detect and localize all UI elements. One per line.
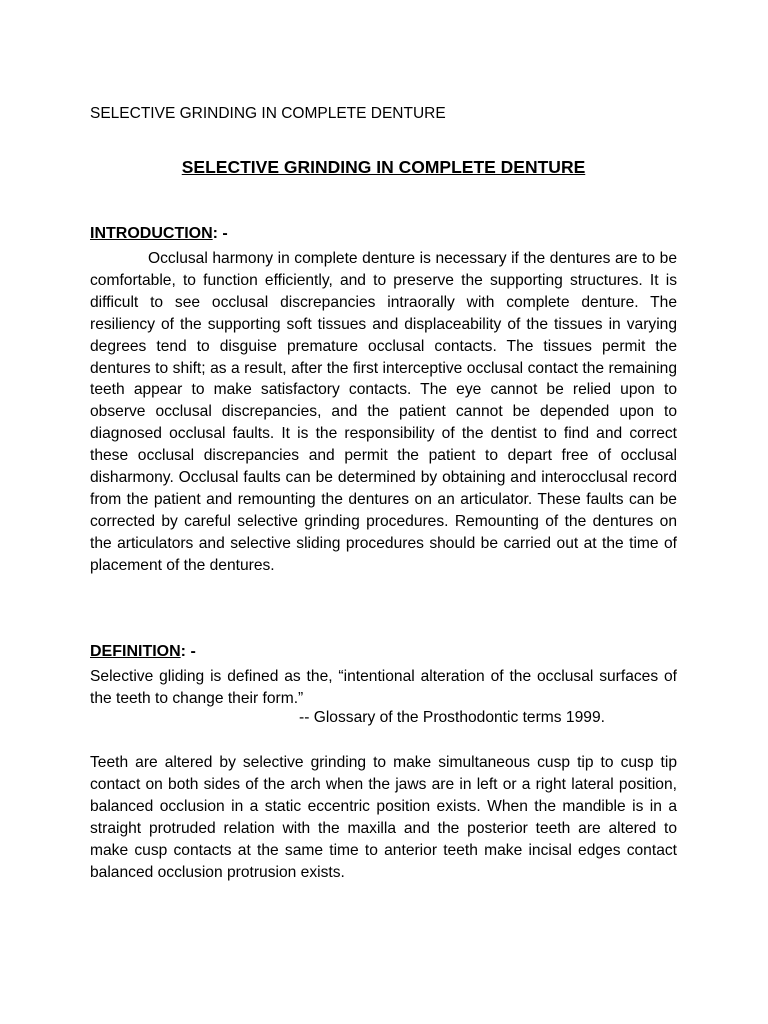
introduction-heading	[90, 225, 228, 243]
introduction-heading-label: INTRODUCTION	[90, 225, 213, 242]
definition-heading-suffix: : -	[180, 643, 196, 660]
running-header: SELECTIVE GRINDING IN COMPLETE DENTURE	[90, 105, 446, 122]
definition-heading-label: DEFINITION	[90, 643, 181, 660]
definition-citation: -- Glossary of the Prosthodontic terms 1999.	[299, 709, 605, 726]
document-title: SELECTIVE GRINDING IN COMPLETE DENTURE	[181, 157, 586, 177]
definition-heading	[90, 643, 196, 661]
body-paragraph: Teeth are altered by selective grinding to make simultaneous cusp tip to cusp tip contact on both sides of the arch when the jaws are in left or a right lateral position, balanced occlusion in a static eccentric position exists. When the mandible is in a straight protruded relation with the maxilla and the posterior teeth are altered to make cusp contacts at the same time to anterior teeth make incisal edges contact balanced occlusion protrusion exists.	[90, 754, 677, 881]
definition-text: Selective gliding is defined as the, “intentional alteration of the occlusal surfaces of the teeth to change their form.”	[90, 668, 677, 707]
introduction-heading-suffix: : -	[212, 225, 228, 242]
introduction-paragraph: Occlusal harmony in complete denture is necessary if the dentures are to be comfortable, to function efficiently, and to preserve the supporting structures. It is difficult to see occlusal discrepancies intraorally with complete denture. The resiliency of the supporting soft tissues and displaceability of the tissues in varying degrees tend to disguise premature occlusal contacts. The tissues permit the dentures to shift; as a result, after the first interceptive occlusal contact the remaining teeth appear to make satisfactory contacts. The eye cannot be relied upon to observe occlusal discrepancies, and the patient cannot be depended upon to diagnosed occlusal faults. It is the responsibility of the dentist to find and correct these occlusal discrepancies and permit the patient to depart free of occlusal disharmony. Occlusal faults can be determined by obtaining and interocclusal record from the patient and remounting the dentures on an articulator. These faults can be corrected by careful selective grinding procedures. Remounting of the dentures on the articulators and selective sliding procedures should be carried out at the time of placement of the dentures.	[90, 250, 677, 574]
